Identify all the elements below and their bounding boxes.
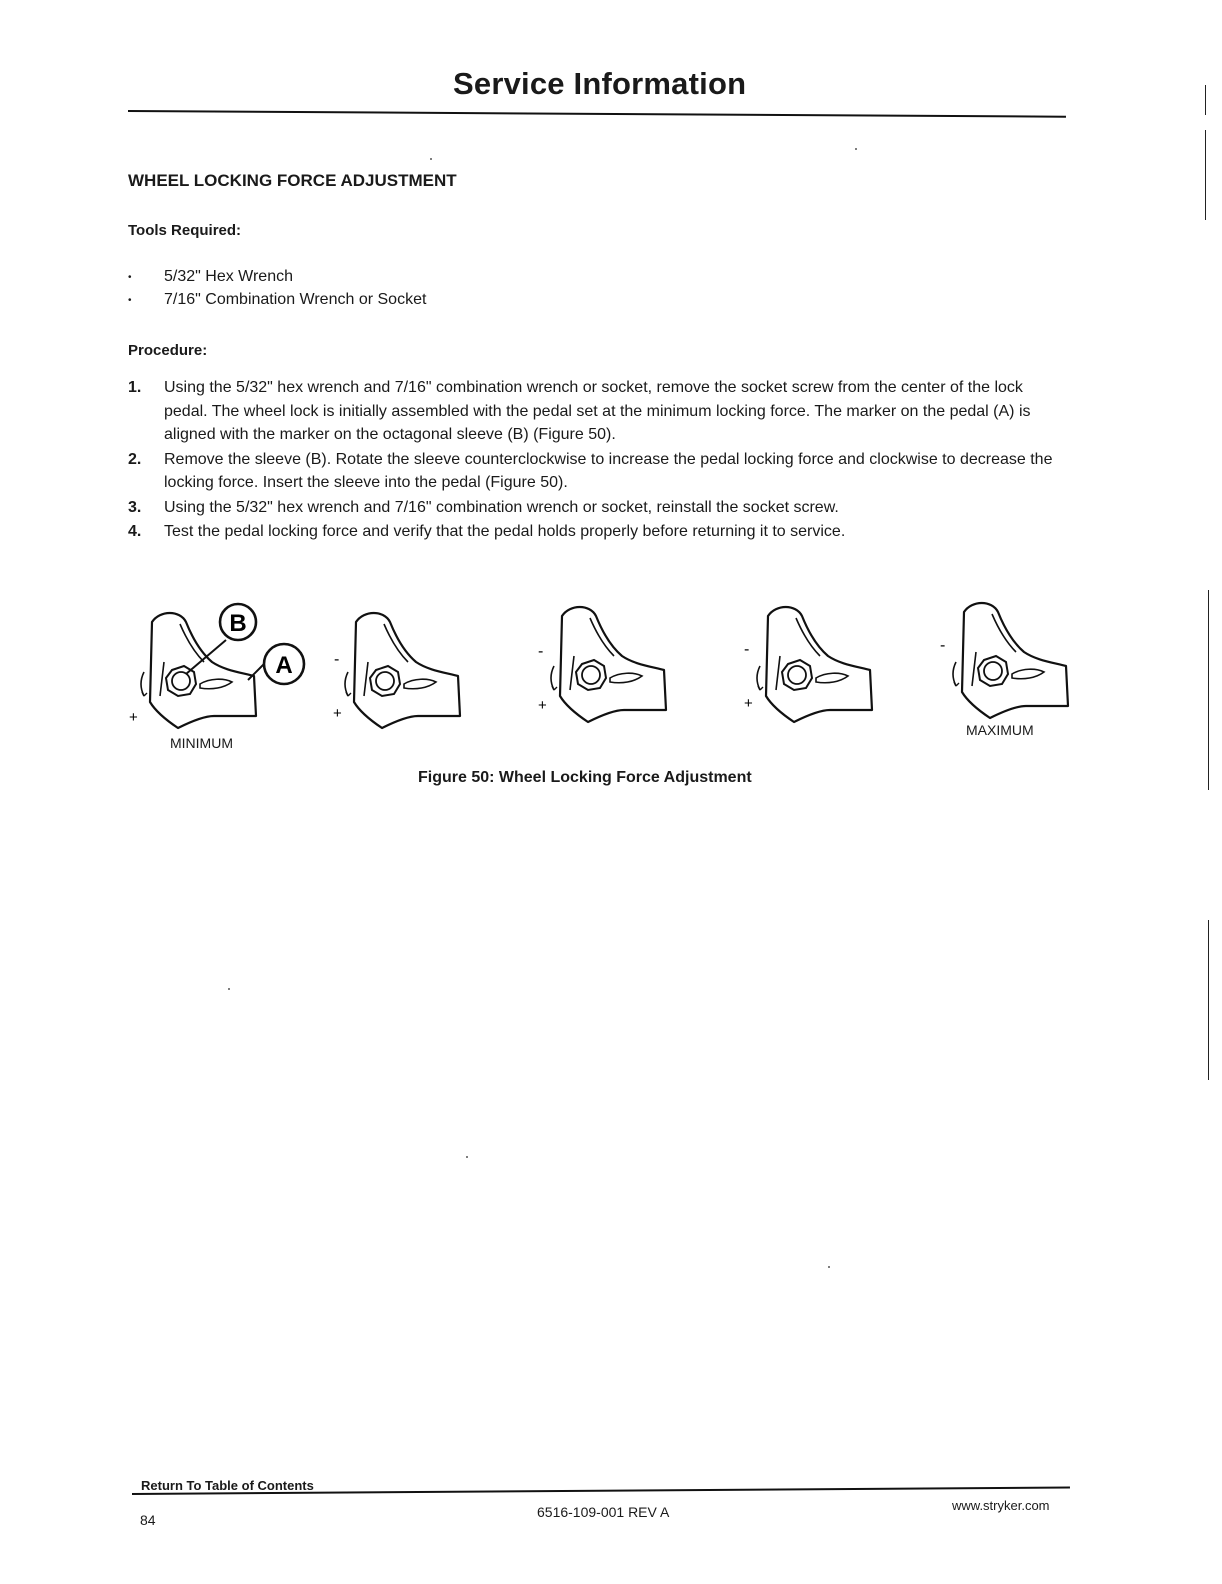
minus-sign: - <box>538 643 544 660</box>
step-number: 3. <box>128 498 142 516</box>
procedure-label: Procedure: <box>128 342 208 359</box>
plus-sign: + <box>538 697 547 714</box>
scan-speck <box>466 1156 468 1158</box>
minus-sign: - <box>940 637 946 654</box>
tools-required-label: Tools Required: <box>128 222 242 239</box>
step-text: Remove the sleeve (B). Rotate the sleeve counterclockwise to increase the pedal locking force and clockwise to decrease the locking force. Insert the sleeve into the pedal (Figure 50). <box>164 450 1053 491</box>
scan-speck <box>430 158 432 160</box>
step-text: Test the pedal locking force and verify that the pedal holds properly before returning it to service. <box>164 523 846 540</box>
figure-50-illustration <box>120 592 1080 762</box>
procedure-step <box>128 376 1068 447</box>
header-divider <box>128 110 1066 118</box>
scan-speck <box>228 988 230 990</box>
minus-sign: - <box>334 651 340 668</box>
step-number: 1. <box>128 379 142 396</box>
callout-b-label: B <box>229 610 247 637</box>
tool-item: • 7/16" Combination Wrench or Socket <box>128 291 426 314</box>
tools-list <box>128 268 426 314</box>
procedure-step <box>128 520 1068 544</box>
pedal-step-3 <box>538 607 666 722</box>
scan-margin-mark <box>1205 85 1206 115</box>
plus-sign: + <box>129 709 138 726</box>
document-number: 6516-109-001 REV A <box>537 1504 670 1520</box>
procedure-step <box>128 448 1068 495</box>
return-to-toc-link[interactable]: Return To Table of Contents <box>141 1478 314 1493</box>
step-number: 4. <box>128 523 142 540</box>
page-number: 84 <box>140 1512 156 1528</box>
figure-caption: Figure 50: Wheel Locking Force Adjustment <box>418 769 752 786</box>
minimum-label: MINIMUM <box>170 735 233 751</box>
plus-sign: + <box>333 705 342 722</box>
callout-a-label: A <box>275 652 293 679</box>
pedal-minimum <box>129 604 304 728</box>
pedal-maximum <box>940 603 1068 718</box>
step-number: 2. <box>128 450 142 468</box>
page-title: Service Information <box>453 66 747 101</box>
plus-sign: + <box>744 695 753 712</box>
website-url[interactable]: www.stryker.com <box>952 1498 1050 1513</box>
step-text: Using the 5/32" hex wrench and 7/16" combination wrench or socket, reinstall the socket screw. <box>164 498 839 516</box>
scan-margin-mark <box>1208 920 1209 1080</box>
minus-sign: - <box>744 641 750 658</box>
scan-speck <box>828 1266 830 1268</box>
scan-margin-mark <box>1205 130 1206 220</box>
procedure-steps <box>128 376 1068 545</box>
pedal-step-4 <box>744 607 872 722</box>
tool-item: • 5/32" Hex Wrench <box>128 268 426 291</box>
pedal-step-2 <box>333 613 460 728</box>
scan-speck <box>855 148 857 150</box>
section-heading: WHEEL LOCKING FORCE ADJUSTMENT <box>128 171 457 190</box>
scan-margin-mark <box>1208 590 1209 790</box>
procedure-step <box>128 496 1068 520</box>
step-text: Using the 5/32" hex wrench and 7/16" combination wrench or socket, remove the socket screw from the center of the lock pedal. The wheel lock is initially assembled with the pedal set at the minimum locking force. The marker on the pedal (A) is aligned with the marker on the octagonal sleeve (B) (Figure 50). <box>164 379 1031 443</box>
wheel-lock-pedal-diagram <box>120 592 1080 762</box>
maximum-label: MAXIMUM <box>966 722 1034 738</box>
